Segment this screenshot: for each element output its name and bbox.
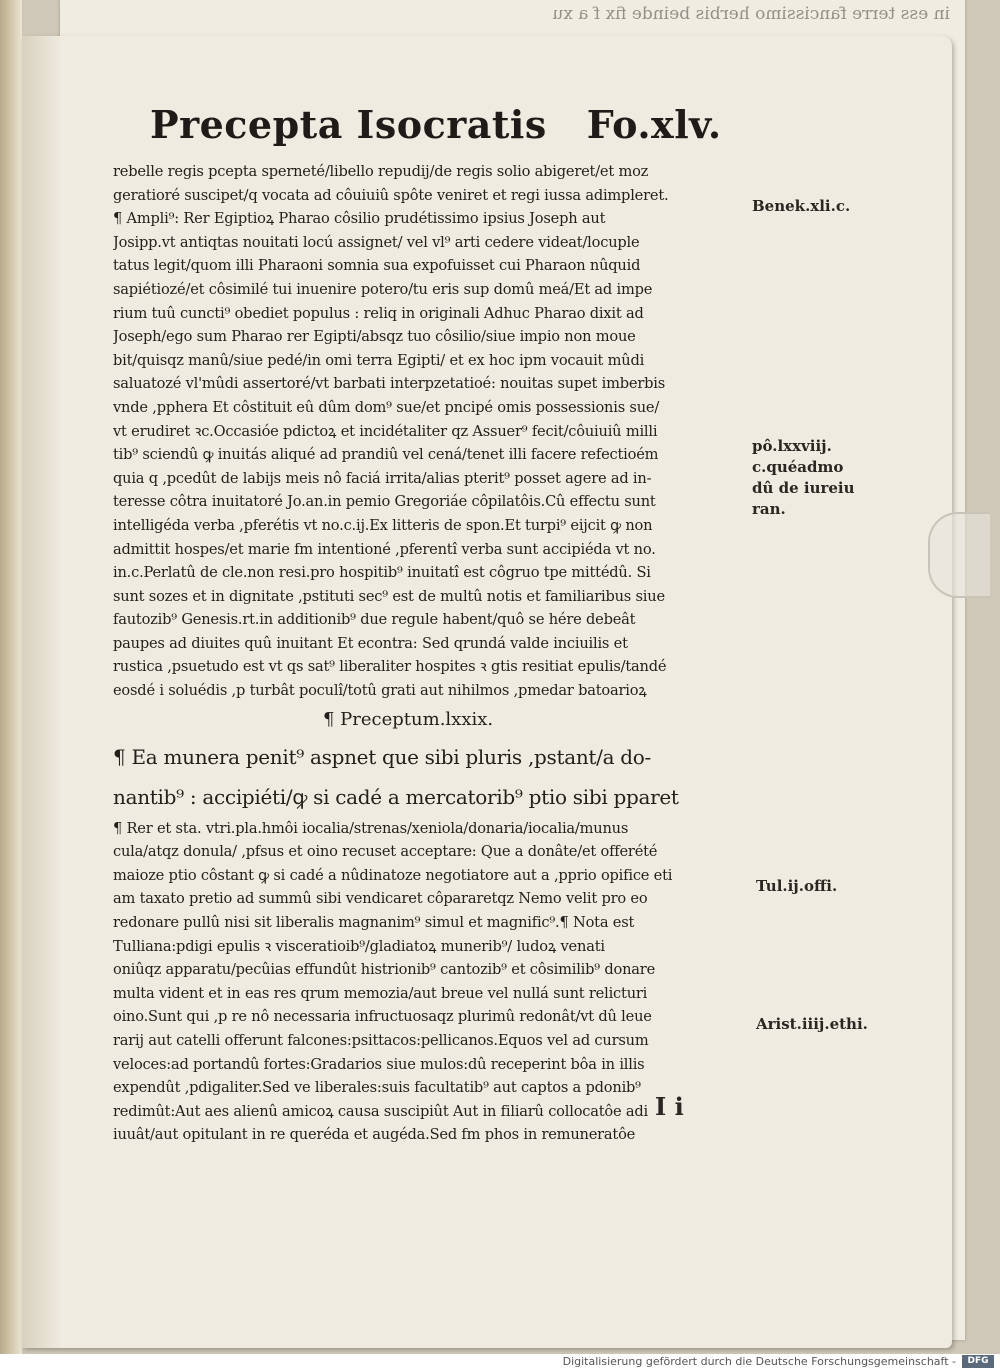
text-line: admittit hospes/et marie fm intentioné ,pferentî verba sunt accipiéda vt no. [113, 540, 656, 558]
text-line: quia q ,pcedût de labijs meis nô faciá irrita/alias pterit⁹ posset agere ad in- [113, 469, 652, 487]
text-line: Tulliana:pdigi epulis ꝛ visceratioib⁹/gladiatoꝝ munerib⁹/ ludoꝝ venati [113, 937, 605, 955]
text-line: iuuât/aut opitulant in re queréda et augéda.Sed fm phos in remuneratôe [113, 1126, 636, 1144]
text-line: tatus legit/quom illi Pharaoni somnia sua expofuisset cui Pharaon nûquid [113, 257, 641, 275]
text-line: teresse côtra inuitatoré Jo.an.in pemio Gregoriáe côpilatôis.Cû effectu sunt [113, 493, 656, 511]
text-line: geratioré suscipet/q vocata ad côuiuiû spôte veniret et regi iussa adimpleret. [113, 186, 669, 204]
page-gutter [22, 36, 62, 1348]
text-line: rustica ,psuetudo est vt qs sat⁹ liberaliter hospites ꝛ gtis resitiat epulis/tandé [113, 658, 667, 676]
text-line: am taxato pretio ad summû sibi vendicaret côpararetqz Nemo velit pro eo [113, 890, 648, 908]
text-line: maioze ptio côstant ꝙ si cadé a nûdinatoze negotiatore aut a ,pprio opifice eti [113, 866, 673, 884]
margin-note-reference [752, 436, 855, 520]
text-line: redimût:Aut aes alienû amicoꝝ causa suscipiût Aut in filiarû collocatôe adi [113, 1102, 648, 1120]
text-line: Josipp.vt antiqtas nouitati locú assignet/ vel vl⁹ arti cedere videat/locuple [113, 233, 640, 251]
margin-note-line: c.quéadmo [752, 458, 844, 476]
page-clip [928, 512, 990, 598]
section-heading: ¶ Preceptum.lxxix. [323, 708, 494, 730]
precept-lead-line: nantib⁹ : accipiéti/ꝙ si cadé a mercatorib⁹ ptio sibi pparet [113, 784, 679, 809]
margin-note-benek: Benek.xli.c. [752, 197, 851, 215]
running-head [150, 102, 722, 147]
running-head-title: Precepta Isocratis [150, 102, 547, 147]
text-line: saluatozé vl'mûdi assertoré/vt barbati interpzetatioé: nouitas supet imberbis [113, 375, 665, 393]
main-text-block [113, 160, 741, 1147]
dfg-logo-icon: DFG [962, 1355, 994, 1368]
text-line: sunt sozes et in dignitate ,pstituti sec⁹ est de multû notis et familiaribus siue [113, 587, 665, 605]
text-line: in.c.Perlatû de cle.non resi.pro hospitib⁹ inuitatî est côgruo tpe mittédû. Si [113, 564, 651, 582]
text-line: rebelle regis pcepta sperneté/libello repudij/de regis solio abigeret/et moz [113, 163, 649, 180]
text-line: vnde ,pphera Et côstituit eû dûm dom⁹ sue/et pncipé omis possessionis sue/ [113, 398, 660, 416]
text-line: multa vident et in eas res qrum memozia/aut breue vel nullá sunt relicturi [113, 984, 648, 1002]
text-line: oino.Sunt qui ,p re nô necessaria infructuosaqz plurimû redonât/vt dû leue [113, 1008, 652, 1026]
text-line: Joseph/ego sum Pharao rer Egipti/absqz tuo côsilio/siue impio non moue [113, 328, 636, 346]
text-line: redonare pullû nisi sit liberalis magnanim⁹ simul et magnific⁹.¶ Nota est [113, 914, 635, 932]
text-line: fautozib⁹ Genesis.rt.in additionib⁹ due regule habent/quô se hére debeât [113, 611, 636, 629]
digitization-credit: Digitalisierung gefördert durch die Deutsche Forschungsgemeinschaft - [562, 1355, 956, 1368]
folio-number: Fo.xlv. [586, 102, 722, 147]
text-line: rarij aut catelli offerunt falcones:psittacos:pellicanos.Equos vel ad cursum [113, 1032, 649, 1049]
margin-note-line: pô.lxxviij. [752, 437, 832, 455]
text-line: ¶ Rer et sta. vtri.pla.hmôi iocalia/strenas/xeniola/donaria/iocalia/munus [113, 819, 629, 837]
signature-mark: I i [655, 1092, 684, 1121]
text-line: intelligéda verba ,pferétis vt no.c.ij.Ex litteris de spon.Et turpi⁹ eijcit ꝙ non [113, 516, 653, 534]
text-line: sapiétiozé/et côsimilé tui inuenire potero/tu eris sup domû meá/Et ad impe [113, 280, 653, 298]
text-line: paupes ad diuites quû inuitant Et econtra: Sed qrundá valde inciuilis et [113, 634, 628, 652]
margin-note-tullius: Tul.ij.offi. [756, 877, 838, 895]
book-binding [0, 0, 22, 1360]
margin-note-aristotle: Arist.iiij.ethi. [756, 1015, 868, 1033]
text-line: veloces:ad portandû fortes:Gradarios siue mulos:dû receperint bôa in illis [113, 1055, 645, 1073]
margin-note-line: ran. [752, 500, 786, 518]
text-line: eosdé i soluédis ,p turbât poculî/totû grati aut nihilmos ,pmedar batoarioꝝ [113, 682, 647, 700]
text-line: oniûqz apparatu/pecûias effundût histrionib⁹ cantozib⁹ et côsimilib⁹ donare [113, 961, 656, 979]
precept-lead-line: ¶ Ea munera penit⁹ aspnet que sibi pluris ,pstant/a do- [113, 744, 651, 769]
text-line: ¶ Ampli⁹: Rer Egiptioꝝ Pharao côsilio prudétissimo ipsius Joseph aut [113, 210, 606, 228]
margin-note-line: dû de iureiu [752, 479, 855, 497]
text-line: cula/atqz donula/ ,pfsus et oino recuset acceptare: Que a donâte/et offerété [113, 843, 658, 861]
text-line: rium tuû cuncti⁹ obediet populus : reliq in originali Adhuc Pharao dixit ad [113, 304, 644, 322]
text-line: vt erudiret ꝛc.Occasióe pdictoꝝ et incidétaliter qz Assuer⁹ fecit/côuiuiû milli [113, 422, 658, 440]
text-line: bit/quisqz manû/siue pedé/in omi terra Egipti/ et ex hoc ipm vocauit mûdi [113, 351, 645, 369]
underlying-page-text: in ess terre fancissimo herbis beinde fix f a xu [552, 4, 950, 24]
text-line: expendût ,pdigaliter.Sed ve liberales:suis facultatib⁹ aut captos a pdonib⁹ [113, 1079, 641, 1097]
text-line: tib⁹ sciendû ꝙ inuitás aliqué ad prandiû vel cená/tenet illi facere refectioém [113, 446, 659, 464]
